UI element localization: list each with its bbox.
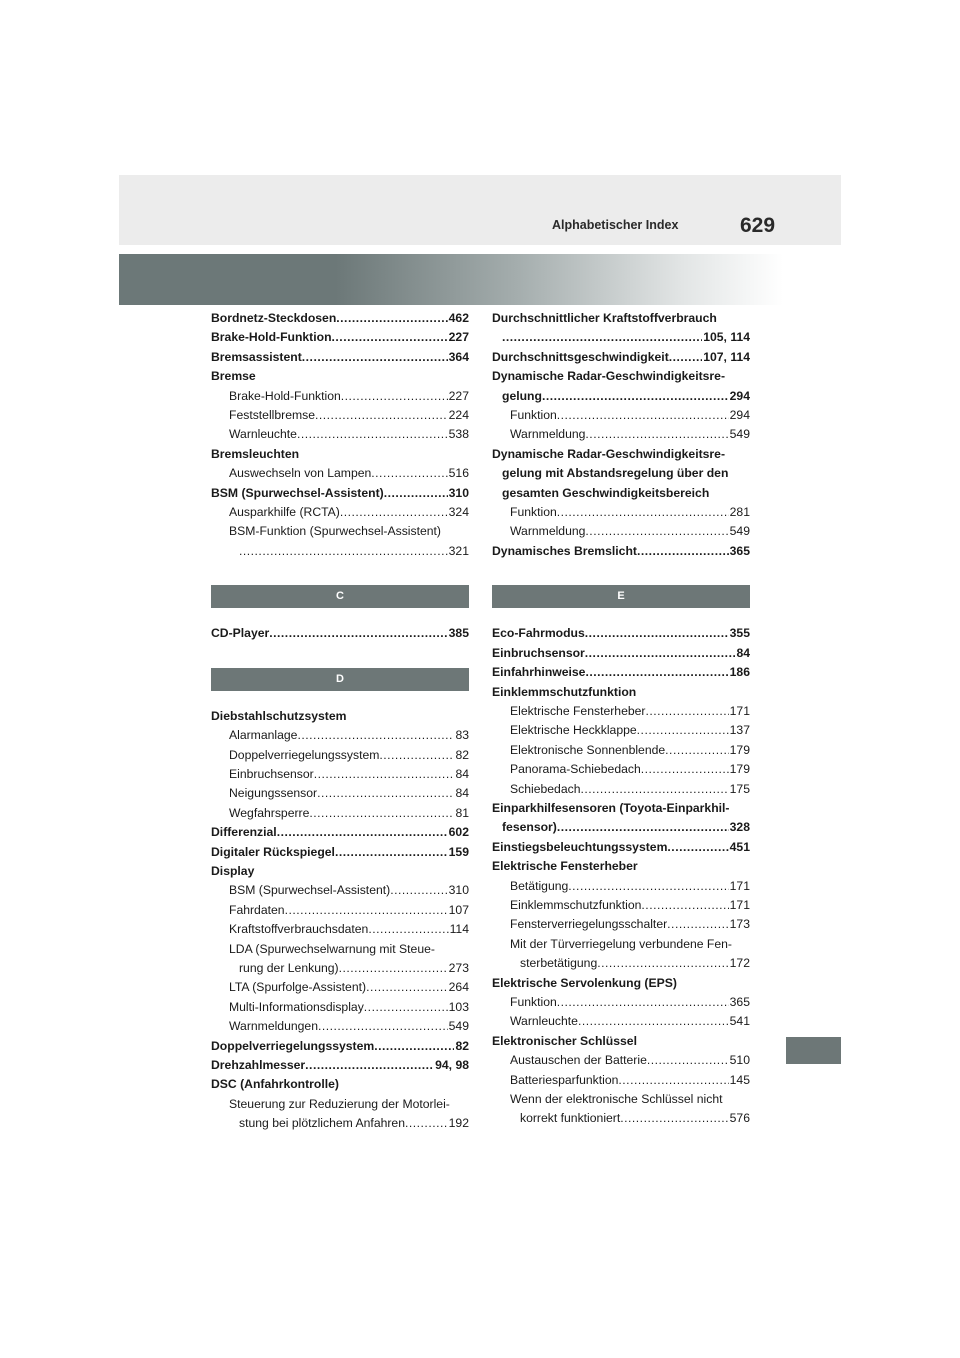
leader-dots: [269, 624, 447, 643]
entry-page: 192: [448, 1116, 469, 1131]
entry-term: sterbetätigung: [520, 956, 598, 971]
entry-page: 281: [729, 505, 750, 520]
index-subentry: [492, 741, 750, 760]
entry-term: Warnmeldungen: [229, 1019, 318, 1034]
index-entry: [492, 838, 750, 857]
entry-term: BSM (Spurwechsel-Assistent): [229, 883, 391, 898]
leader-dots: [641, 760, 729, 779]
entry-page: 385: [448, 626, 469, 641]
leader-dots: [585, 624, 729, 643]
entry-page: 84: [736, 645, 750, 660]
entry-page: 105, 114: [703, 330, 750, 345]
index-heading: Einparkhilfesensoren (Toyota-Einparkhil-: [492, 800, 730, 815]
leader-dots: [542, 387, 729, 406]
entry-term: Multi-Informationsdisplay: [229, 999, 364, 1014]
index-column-left: [211, 309, 469, 1134]
entry-term: Eco-Fahrmodus: [492, 626, 585, 641]
spacer: [211, 691, 469, 707]
index-subentry: [211, 901, 469, 920]
index-entry: [492, 348, 750, 367]
entry-term: Warnleuchte: [510, 1014, 578, 1029]
entry-page: 576: [729, 1111, 750, 1126]
leader-dots: [585, 522, 728, 541]
index-subentry: [492, 760, 750, 779]
leader-dots: [637, 542, 729, 561]
entry-page: 159: [448, 844, 469, 859]
index-subentry: [492, 780, 750, 799]
leader-dots: [618, 1071, 728, 1090]
index-entry: [211, 624, 469, 643]
entry-page: 549: [448, 1019, 469, 1034]
entry-page: 602: [448, 825, 469, 840]
leader-dots: [384, 484, 448, 503]
entry-page: 81: [455, 805, 469, 820]
entry-term: Ausparkhilfe (RCTA): [229, 505, 340, 520]
entry-term: Durchschnittsgeschwindigkeit: [492, 349, 669, 364]
index-continuation: [492, 954, 750, 973]
entry-term: Fensterverriegelungsschalter: [510, 917, 668, 932]
chapter-thumb-tab: [786, 1037, 841, 1064]
entry-term: Elektrische Fensterheber: [510, 703, 646, 718]
leader-dots: [297, 425, 448, 444]
entry-page: 510: [729, 1053, 750, 1068]
entry-term: Warnleuchte: [229, 427, 297, 442]
entry-page: 186: [729, 665, 750, 680]
entry-term: Brake-Hold-Funktion: [211, 330, 332, 345]
entry-page: 171: [729, 897, 750, 912]
entry-term: Panorama-Schiebedach: [510, 762, 641, 777]
index-entry: [211, 484, 469, 503]
leader-dots: [332, 328, 448, 347]
entry-term: Bremsassistent: [211, 349, 302, 364]
entry-term: Batteriesparfunktion: [510, 1072, 619, 1087]
entry-term: Elektronische Sonnenblende: [510, 742, 666, 757]
leader-dots: [390, 881, 447, 900]
entry-term: Einfahrhinweise: [492, 665, 586, 680]
entry-page: 451: [729, 839, 750, 854]
index-entry: [492, 644, 750, 663]
leader-dots: [374, 1037, 454, 1056]
entry-term: stung bei plötzlichem Anfahren: [239, 1116, 405, 1131]
index-subentry: [492, 406, 750, 425]
entry-term: LTA (Spurfolge-Assistent): [229, 980, 367, 995]
entry-page: 328: [729, 820, 750, 835]
index-subentry-text: BSM-Funktion (Spurwechsel-Assistent): [229, 524, 441, 539]
index-entry: [211, 328, 469, 347]
leader-dots: [580, 780, 728, 799]
index-subentry: [492, 522, 750, 541]
index-heading: Durchschnittlicher Kraftstoffverbrauch: [492, 311, 717, 325]
entry-term: Doppelverriegelungssystem: [211, 1038, 375, 1053]
index-heading: Elektrische Servolenkung (EPS): [492, 975, 677, 990]
index-heading: Elektronischer Schlüssel: [492, 1033, 637, 1048]
index-heading: Bremsleuchten: [211, 446, 300, 461]
leader-dots: [297, 726, 454, 745]
index-subentry: [492, 721, 750, 740]
leader-dots: [405, 1114, 448, 1133]
entry-page: 83: [455, 728, 469, 743]
index-entry: [211, 309, 469, 328]
leader-dots: [368, 920, 448, 939]
entry-term: Dynamisches Bremslicht: [492, 543, 637, 558]
letter-divider-d: D: [211, 668, 469, 691]
leader-dots: [578, 1012, 729, 1031]
index-subentry: [492, 993, 750, 1012]
entry-term: Feststellbremse: [229, 408, 316, 423]
index-subentry: [211, 387, 469, 406]
entry-page: 179: [729, 762, 750, 777]
leader-dots: [340, 503, 448, 522]
spacer: [211, 608, 469, 624]
index-heading-cont: gelung mit Abstandsregelung über den: [502, 466, 729, 481]
entry-term: Brake-Hold-Funktion: [229, 388, 341, 403]
index-subentry: [211, 503, 469, 522]
index-heading: Einklemmschutzfunktion: [492, 684, 637, 699]
index-subentry: [211, 726, 469, 745]
entry-term: CD-Player: [211, 626, 270, 641]
index-subentry: [211, 881, 469, 900]
entry-page: 94, 98: [435, 1058, 469, 1072]
index-subentry: [211, 1017, 469, 1036]
entry-term: Austauschen der Batterie: [510, 1053, 647, 1068]
entry-page: 84: [455, 786, 469, 801]
index-subentry: [492, 1051, 750, 1070]
entry-page: 462: [448, 311, 469, 325]
entry-page: 538: [448, 427, 469, 442]
entry-page: 310: [448, 883, 469, 898]
leader-dots: [557, 406, 729, 425]
entry-page: 516: [448, 466, 469, 481]
leader-dots: [557, 993, 729, 1012]
page-number: 629: [740, 214, 776, 237]
entry-page: 541: [729, 1014, 750, 1029]
leader-dots: [318, 1017, 448, 1036]
index-subentry: [492, 702, 750, 721]
leader-dots: [645, 702, 728, 721]
index-continuation: [211, 542, 469, 561]
entry-term: Differenzial: [211, 825, 277, 840]
index-entry: [492, 542, 750, 561]
index-subentry: [492, 503, 750, 522]
entry-page: 137: [729, 723, 750, 738]
index-subentry-text: Wenn der elektronische Schlüssel nicht: [510, 1092, 723, 1107]
index-heading: Elektrische Fensterheber: [492, 859, 638, 874]
leader-dots: [315, 406, 448, 425]
index-subentry-text: Steuerung zur Reduzierung der Motorlei-: [229, 1096, 450, 1111]
leader-dots: [302, 348, 448, 367]
entry-term: Funktion: [510, 408, 557, 423]
index-subentry: [211, 920, 469, 939]
entry-term: Einstiegsbeleuchtungssystem: [492, 839, 668, 854]
leader-dots: [309, 804, 454, 823]
index-subentry: [211, 406, 469, 425]
index-subentry: [211, 464, 469, 483]
entry-term: Funktion: [510, 505, 557, 520]
index-entry: [492, 663, 750, 682]
letter-divider-e: E: [492, 585, 750, 608]
entry-term: Alarmanlage: [229, 728, 298, 743]
index-heading-cont: gesamten Geschwindigkeitsbereich: [502, 485, 710, 500]
entry-page: 175: [729, 781, 750, 796]
index-subentry: [492, 1071, 750, 1090]
leader-dots: [341, 387, 448, 406]
leader-dots: [557, 503, 729, 522]
leader-dots: [585, 644, 736, 663]
leader-dots: [335, 843, 448, 862]
entry-page: 310: [448, 485, 469, 500]
leader-dots: [336, 309, 447, 328]
index-subentry: [211, 978, 469, 997]
entry-page: 227: [448, 330, 469, 345]
entry-term: Einbruchsensor: [229, 766, 314, 781]
leader-dots: [620, 1109, 728, 1128]
index-subentry: [211, 998, 469, 1017]
entry-page: 173: [729, 917, 750, 932]
entry-page: 294: [729, 408, 750, 423]
index-continuation: [492, 328, 750, 347]
index-subentry-text: LDA (Spurwechselwarnung mit Steue-: [229, 941, 435, 956]
index-column-right: [492, 309, 750, 1129]
leader-dots: [669, 348, 702, 367]
index-heading: Display: [211, 863, 255, 878]
entry-page: 82: [455, 1038, 469, 1053]
index-continuation: [492, 818, 750, 837]
index-subentry: [211, 746, 469, 765]
entry-term: Funktion: [510, 995, 557, 1009]
index-heading: Dynamische Radar-Geschwindigkeitsre-: [492, 446, 725, 461]
entry-page: 114: [449, 922, 469, 937]
leader-dots: [285, 901, 448, 920]
entry-page: 294: [729, 388, 750, 403]
entry-page: 365: [729, 995, 750, 1009]
leader-dots: [665, 741, 728, 760]
index-subentry: [492, 915, 750, 934]
entry-term: Warnmeldung: [510, 524, 586, 539]
entry-term: Einbruchsensor: [492, 645, 585, 660]
header-gradient-bar: [119, 254, 841, 305]
entry-page: 549: [729, 524, 750, 539]
entry-term: gelung: [502, 388, 542, 403]
index-subentry: [211, 784, 469, 803]
entry-term: Bordnetz-Steckdosen: [211, 311, 337, 325]
leader-dots: [339, 959, 448, 978]
entry-page: 107: [448, 902, 469, 917]
entry-page: 321: [448, 543, 469, 558]
entry-term: Doppelverriegelungssystem: [229, 747, 380, 762]
index-heading: DSC (Anfahrkontrolle): [211, 1077, 339, 1092]
index-subentry: [492, 1012, 750, 1031]
entry-page: 171: [729, 703, 750, 718]
index-entry: [211, 1037, 469, 1056]
leader-dots: [379, 746, 454, 765]
entry-page: 264: [448, 980, 469, 995]
index-subentry: [492, 896, 750, 915]
entry-term: Warnmeldung: [510, 427, 586, 442]
index-subentry: [211, 765, 469, 784]
entry-term: Neigungssensor: [229, 786, 318, 801]
entry-page: 227: [448, 388, 469, 403]
entry-term: Drehzahlmesser: [211, 1058, 306, 1072]
entry-page: 172: [729, 956, 750, 971]
leader-dots: [641, 896, 728, 915]
index-entry: [211, 843, 469, 862]
index-entry: [211, 823, 469, 842]
index-subentry: [211, 425, 469, 444]
leader-dots: [317, 784, 454, 803]
leader-dots: [371, 464, 447, 483]
page-header-band: [119, 175, 841, 245]
index-subentry: [492, 425, 750, 444]
entry-term: fesensor): [502, 820, 557, 835]
leader-dots: [557, 818, 729, 837]
entry-page: 324: [448, 505, 469, 520]
leader-dots: [502, 328, 702, 347]
leader-dots: [585, 663, 728, 682]
entry-page: 364: [448, 349, 469, 364]
entry-page: 273: [448, 960, 469, 975]
leader-dots: [314, 765, 455, 784]
entry-page: 365: [729, 543, 750, 558]
entry-page: 355: [729, 626, 750, 641]
index-entry: [211, 1056, 469, 1075]
index-entry: [492, 624, 750, 643]
index-heading: Diebstahlschutzsystem: [211, 708, 347, 723]
entry-page: 103: [448, 999, 469, 1014]
entry-page: 179: [729, 742, 750, 757]
leader-dots: [585, 425, 728, 444]
leader-dots: [667, 915, 728, 934]
entry-term: Kraftstoffverbrauchsdaten: [229, 922, 369, 937]
entry-term: korrekt funktioniert: [520, 1111, 621, 1126]
index-continuation: [492, 1109, 750, 1128]
entry-term: rung der Lenkung): [239, 960, 339, 975]
entry-term: Elektrische Heckklappe: [510, 723, 637, 738]
index-continuation: [211, 1114, 469, 1133]
leader-dots: [667, 838, 728, 857]
entry-term: Schiebedach: [510, 781, 581, 796]
entry-page: 82: [455, 747, 469, 762]
leader-dots: [364, 998, 448, 1017]
index-entry: [211, 348, 469, 367]
entry-page: 84: [455, 766, 469, 781]
entry-page: 224: [448, 408, 469, 423]
spacer: [492, 608, 750, 624]
index-heading: Bremse: [211, 369, 256, 384]
leader-dots: [239, 542, 448, 561]
leader-dots: [277, 823, 448, 842]
leader-dots: [647, 1051, 729, 1070]
entry-page: 171: [729, 878, 750, 893]
entry-term: Fahrdaten: [229, 902, 285, 917]
index-subentry-text: Mit der Türverriegelung verbundene Fen-: [510, 936, 732, 951]
leader-dots: [597, 954, 728, 973]
entry-term: Einklemmschutzfunktion: [510, 897, 642, 912]
index-continuation: [492, 387, 750, 406]
leader-dots: [366, 978, 448, 997]
entry-term: BSM (Spurwechsel-Assistent): [211, 485, 384, 500]
section-title: Alphabetischer Index: [552, 218, 679, 232]
entry-term: Auswechseln von Lampen: [229, 466, 372, 481]
entry-page: 549: [729, 427, 750, 442]
leader-dots: [637, 721, 729, 740]
entry-page: 145: [729, 1072, 750, 1087]
leader-dots: [305, 1056, 434, 1075]
index-subentry: [492, 877, 750, 896]
index-subentry: [211, 804, 469, 823]
entry-page: 107, 114: [703, 349, 750, 364]
index-heading: Dynamische Radar-Geschwindigkeitsre-: [492, 369, 725, 384]
entry-term: Betätigung: [510, 878, 569, 893]
index-continuation: [211, 959, 469, 978]
entry-term: Wegfahrsperre: [229, 805, 310, 820]
leader-dots: [568, 877, 728, 896]
letter-divider-c: C: [211, 585, 469, 608]
entry-term: Digitaler Rückspiegel: [211, 844, 335, 859]
